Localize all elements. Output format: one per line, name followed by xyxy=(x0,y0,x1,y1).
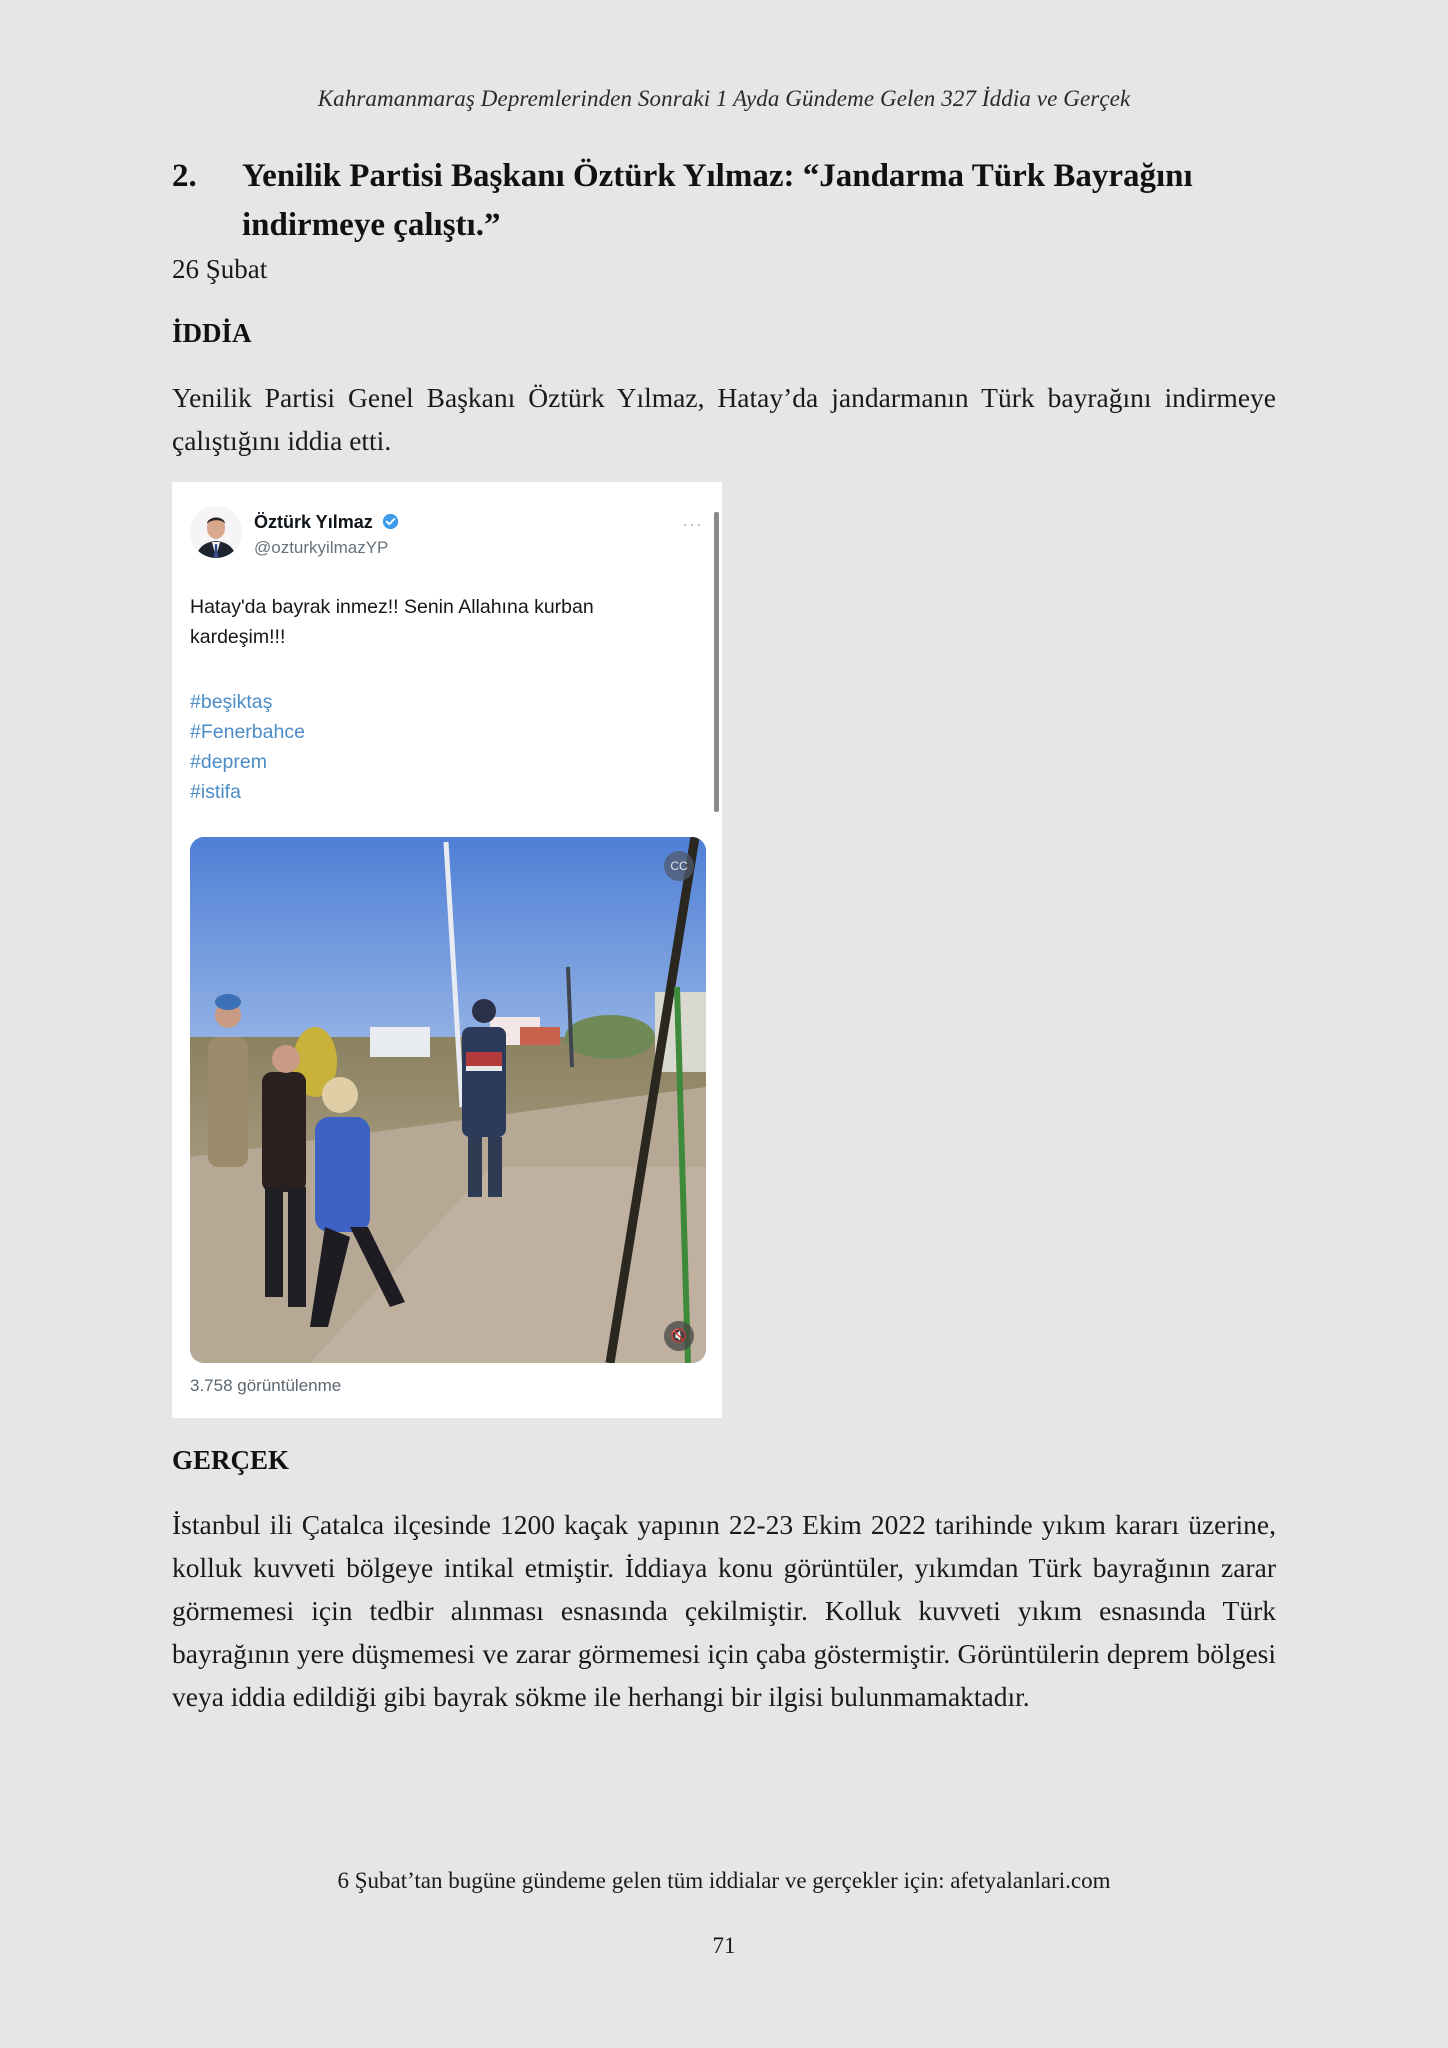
tweet-author-name[interactable] xyxy=(254,512,399,535)
fact-text: İstanbul ili Çatalca ilçesinde 1200 kaçak yapının 22-23 Ekim 2022 tarihinde yıkım kararı üzerine, kolluk kuvveti bölgeye intikal etmiştir. İddiaya konu görüntüler, yıkımdan Türk bayrağının zarar görmemesi için tedbir alınması esnasında çekilmiştir. Kolluk kuvveti yıkım esnasında Türk bayrağının yere düşmemesi ve zarar görmemesi için çaba göstermiştir. Görüntülerin deprem bölgesi veya iddia edildiği gibi bayrak sökme ile herhangi bir ilgisi bulunmamaktadır. xyxy=(172,1509,1276,1712)
hashtag-link[interactable]: #Fenerbahce xyxy=(190,721,305,743)
view-count: 3.758 görüntülenme xyxy=(190,1376,342,1395)
tweet-text: Hatay'da bayrak inmez!! Senin Allahına kurban kardeşim!!! xyxy=(190,596,594,648)
footer-note: 6 Şubat’tan bugüne gündeme gelen tüm iddialar ve gerçekler için: afetyalanlari.com xyxy=(337,1868,1111,1893)
running-header: Kahramanmaraş Depremlerinden Sonraki 1 Ayda Gündeme Gelen 327 İddia ve Gerçek xyxy=(317,86,1131,111)
claim-text: Yenilik Partisi Genel Başkanı Öztürk Yılmaz, Hatay’da jandarmanın Türk bayrağını indirmeye çalıştığını iddia etti. xyxy=(172,382,1276,456)
more-options-icon[interactable]: ··· xyxy=(682,514,703,534)
item-number: 2. xyxy=(172,158,197,194)
tweet-video[interactable] xyxy=(190,837,706,1363)
avatar xyxy=(190,506,242,558)
item-heading xyxy=(172,152,1276,250)
item-title: Yenilik Partisi Başkanı Öztürk Yılmaz: “Jandarma Türk Bayrağını indirmeye çalıştı.” xyxy=(242,158,1193,243)
tweet-author-handle[interactable]: @ozturkyilmazYP xyxy=(254,538,389,557)
claim-label: İDDİA xyxy=(172,318,252,348)
hashtag-link[interactable]: #beşiktaş xyxy=(190,691,273,713)
verified-badge-icon xyxy=(382,513,399,535)
hashtag-link[interactable]: #deprem xyxy=(190,751,267,773)
closed-captions-icon[interactable]: CC xyxy=(664,851,694,881)
fact-label: GERÇEK xyxy=(172,1445,290,1475)
author-name-text: Öztürk Yılmaz xyxy=(254,512,373,532)
hashtag-link[interactable]: #istifa xyxy=(190,781,241,803)
tweet-screenshot xyxy=(172,482,722,1418)
hashtag-list xyxy=(190,687,305,807)
page-number: 71 xyxy=(712,1933,736,1958)
item-date: 26 Şubat xyxy=(172,254,268,284)
mute-icon[interactable]: 🔇 xyxy=(664,1321,694,1351)
video-frame xyxy=(190,837,706,1363)
scrollbar[interactable] xyxy=(714,512,719,812)
